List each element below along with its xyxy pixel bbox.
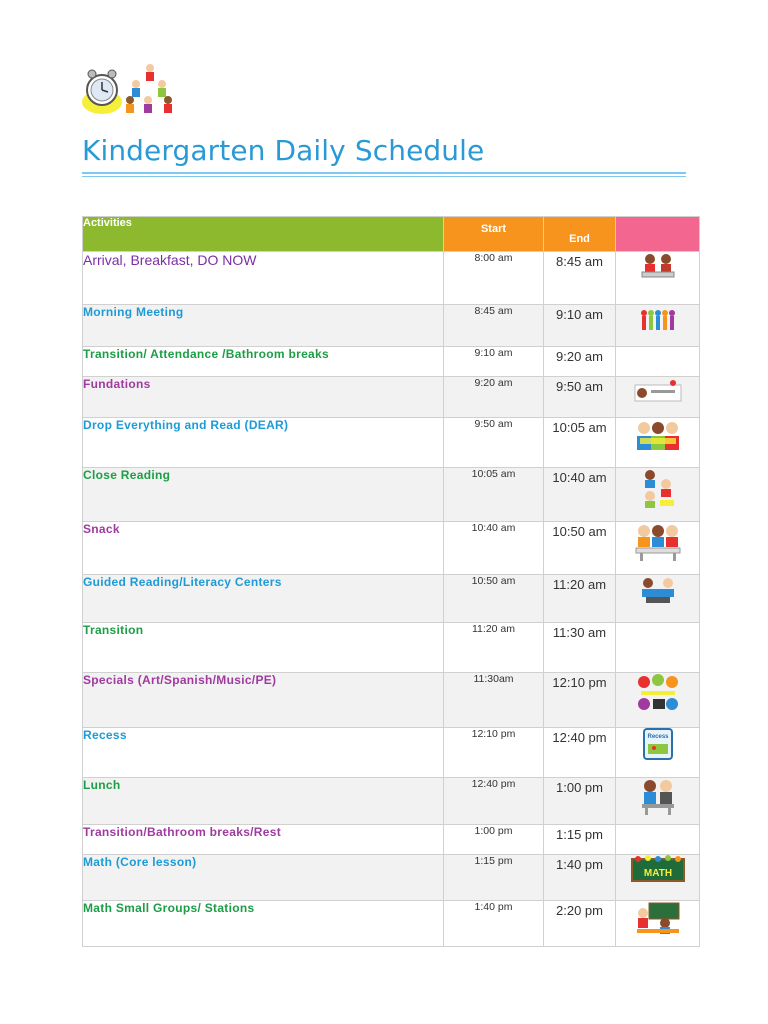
table-row: [83, 673, 700, 728]
activity-cell: Transition/Bathroom breaks/Rest: [83, 825, 444, 855]
activity-cell: Guided Reading/Literacy Centers: [83, 575, 444, 623]
start-header-label: Start: [480, 223, 507, 235]
start-time-cell: 8:45 am: [444, 305, 544, 347]
start-time-cell: 9:20 am: [444, 377, 544, 418]
image-cell: [616, 778, 700, 825]
image-cell: [616, 468, 700, 522]
specials-icon: [635, 673, 681, 717]
image-cell: [616, 855, 700, 901]
image-cell: [616, 252, 700, 305]
end-time-cell: 11:30 am: [544, 623, 616, 673]
table-row: [83, 901, 700, 947]
table-row: [83, 623, 700, 673]
image-cell: [616, 728, 700, 778]
end-time-cell: 10:50 am: [544, 522, 616, 575]
activity-cell: Math Small Groups/ Stations: [83, 901, 444, 947]
recess-sign-text: Recess: [646, 734, 669, 740]
literacy-centers-icon: [638, 575, 678, 605]
reading-kids-icon: [634, 418, 682, 454]
title-underline-thin: [82, 176, 686, 177]
start-time-cell: 12:10 pm: [444, 728, 544, 778]
start-time-cell: 1:40 pm: [444, 901, 544, 947]
image-cell: [616, 418, 700, 468]
end-time-cell: 9:50 am: [544, 377, 616, 418]
end-time-cell: 10:40 am: [544, 468, 616, 522]
close-reading-icon: [638, 468, 678, 510]
group-meeting-icon: [638, 305, 678, 335]
end-time-cell: 1:00 pm: [544, 778, 616, 825]
image-cell: [616, 377, 700, 418]
breakfast-kids-icon: [638, 252, 678, 282]
activity-cell: Recess: [83, 728, 444, 778]
activity-cell: Drop Everything and Read (DEAR): [83, 418, 444, 468]
activity-cell: Transition/ Attendance /Bathroom breaks: [83, 347, 444, 377]
end-time-cell: 1:40 pm: [544, 855, 616, 901]
activity-cell: Transition: [83, 623, 444, 673]
math-stations-icon: [635, 901, 681, 935]
activity-cell: Snack: [83, 522, 444, 575]
activity-cell: Arrival, Breakfast, DO NOW: [83, 252, 444, 305]
end-time-cell: 1:15 pm: [544, 825, 616, 855]
image-cell: [616, 673, 700, 728]
title-underline: [82, 172, 686, 174]
table-row: [83, 728, 700, 778]
table-row: [83, 522, 700, 575]
end-time-cell: 2:20 pm: [544, 901, 616, 947]
activity-cell: Math (Core lesson): [83, 855, 444, 901]
table-row: [83, 347, 700, 377]
image-cell: [616, 825, 700, 855]
table-row: [83, 575, 700, 623]
table-row: [83, 468, 700, 522]
start-header: [444, 217, 544, 252]
end-header-label: End: [569, 233, 590, 245]
table-row: [83, 418, 700, 468]
start-time-cell: 8:00 am: [444, 252, 544, 305]
image-cell: [616, 347, 700, 377]
snack-kids-icon: [634, 522, 682, 562]
start-time-cell: 10:40 am: [444, 522, 544, 575]
end-time-cell: 8:45 am: [544, 252, 616, 305]
activity-cell: Specials (Art/Spanish/Music/PE): [83, 673, 444, 728]
image-cell: [616, 575, 700, 623]
table-row: [83, 778, 700, 825]
start-time-cell: 1:00 pm: [444, 825, 544, 855]
end-header: [544, 217, 616, 252]
activity-cell: Close Reading: [83, 468, 444, 522]
start-time-cell: 1:15 pm: [444, 855, 544, 901]
end-time-cell: 9:20 am: [544, 347, 616, 377]
end-time-cell: 11:20 am: [544, 575, 616, 623]
end-time-cell: 9:10 am: [544, 305, 616, 347]
table-row: [83, 305, 700, 347]
activity-cell: Lunch: [83, 778, 444, 825]
start-time-cell: 9:10 am: [444, 347, 544, 377]
image-cell: [616, 305, 700, 347]
table-header-row: [83, 217, 700, 252]
image-cell: [616, 522, 700, 575]
image-cell: [616, 623, 700, 673]
start-time-cell: 11:20 am: [444, 623, 544, 673]
activities-header: Activities: [83, 217, 444, 252]
end-time-cell: 10:05 am: [544, 418, 616, 468]
lunch-kids-icon: [640, 778, 676, 816]
table-row: [83, 825, 700, 855]
page-title: Kindergarten Daily Schedule: [82, 134, 485, 167]
recess-sign-icon: [643, 728, 673, 760]
schedule-table: [82, 216, 700, 947]
end-time-cell: 12:40 pm: [544, 728, 616, 778]
fundations-icon: [633, 377, 683, 405]
start-time-cell: 10:50 am: [444, 575, 544, 623]
activity-cell: Morning Meeting: [83, 305, 444, 347]
math-banner-icon: [630, 855, 686, 885]
image-cell: [616, 901, 700, 947]
start-time-cell: 10:05 am: [444, 468, 544, 522]
table-row: [83, 855, 700, 901]
image-header: [616, 217, 700, 252]
end-time-cell: 12:10 pm: [544, 673, 616, 728]
activity-cell: Fundations: [83, 377, 444, 418]
start-time-cell: 12:40 pm: [444, 778, 544, 825]
start-time-cell: 9:50 am: [444, 418, 544, 468]
table-row: [83, 252, 700, 305]
table-row: [83, 377, 700, 418]
start-time-cell: 11:30am: [444, 673, 544, 728]
math-banner-text: MATH: [643, 868, 672, 879]
clock-kids-logo-icon: [80, 62, 180, 118]
